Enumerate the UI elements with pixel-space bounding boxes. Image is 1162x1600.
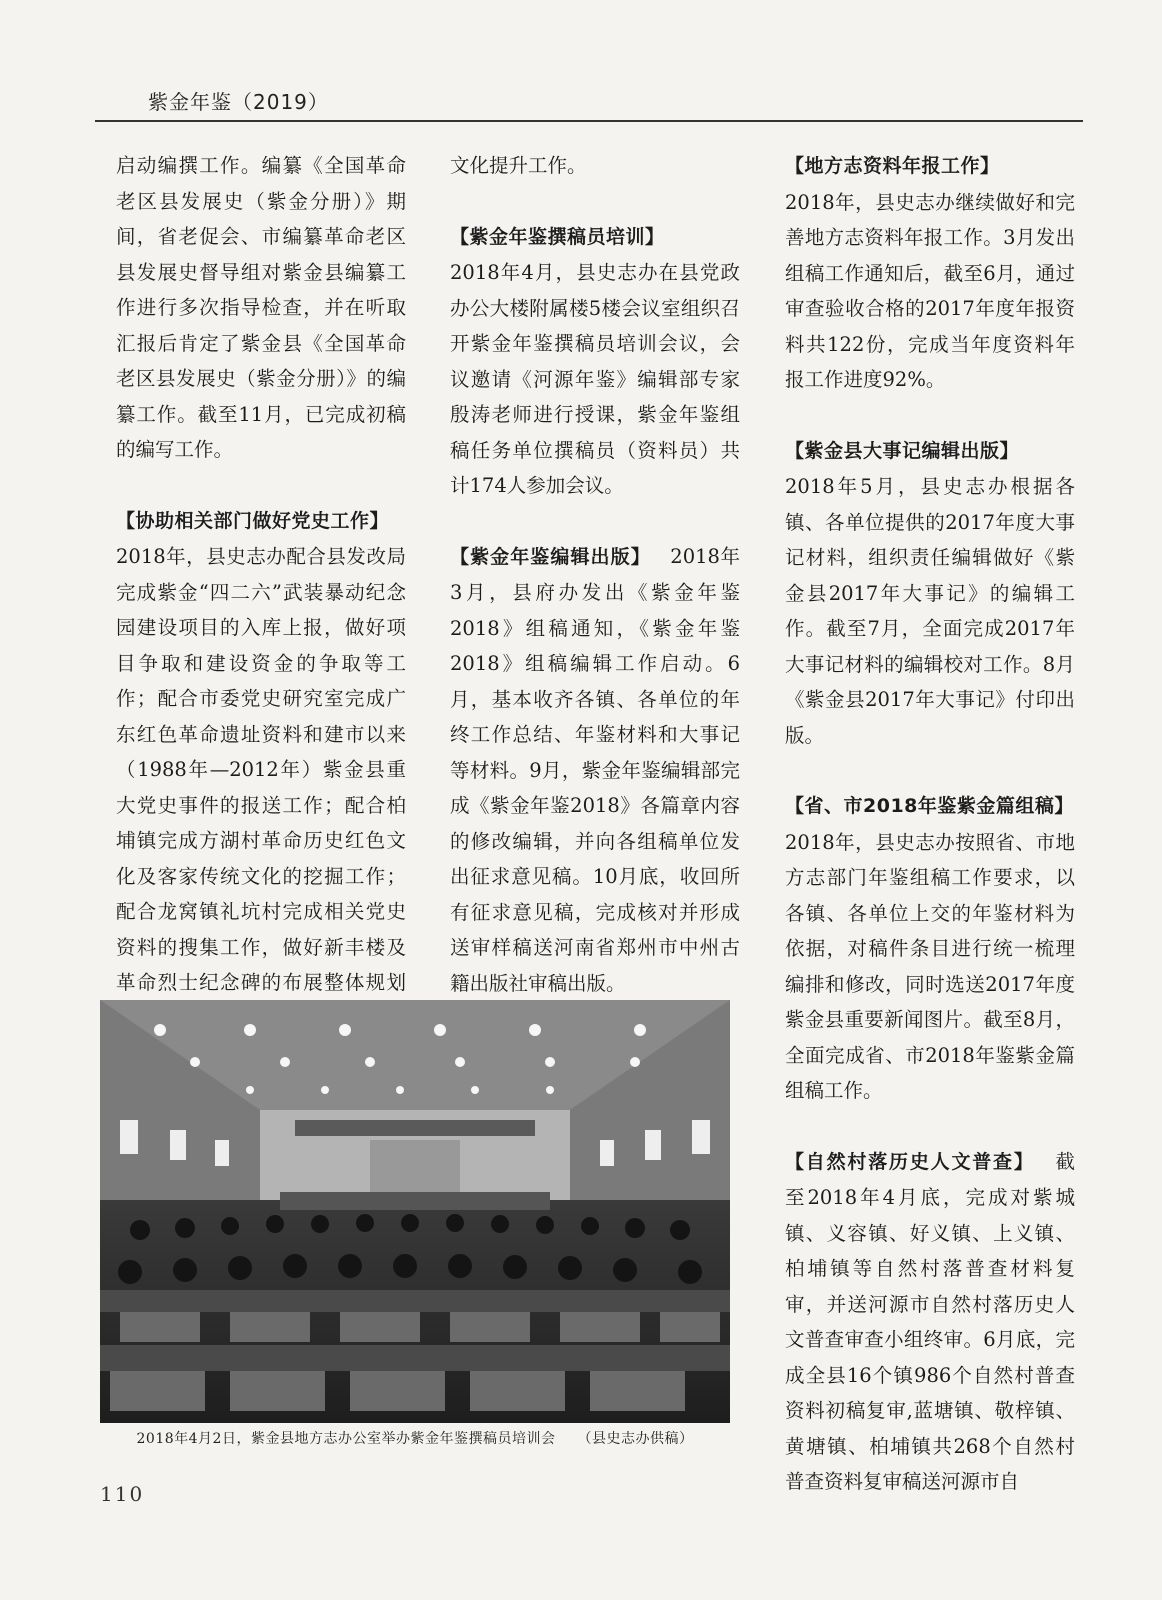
section-heading: 【地方志资料年报工作】 <box>785 155 1000 177</box>
section-body: 2018年3月，县府办发出《紫金年鉴2018》组稿通知，《紫金年鉴2018》组稿编辑工作启动。6月，基本收齐各镇、各单位的年终工作总结、年鉴材料和大事记等材料。9月，紫金年鉴编辑部完成《紫金年鉴2018》各篇章内容的修改编辑，并向各组稿单位发出征求意见稿。10月底，收回所有征求意见稿，完成核对并形成送审样稿送河南省郑州市中州古籍出版社审稿出版。 <box>450 544 740 995</box>
section-body: 2018年，县史志办按照省、市地方志部门年鉴组稿工作要求，以各镇、各单位上交的年鉴材料为依据，对稿件条目进行统一梳理编排和修改，同时选送2017年度紫金县重要新闻图片。截至8月，全面完成省、市2018年鉴紫金篇组稿工作。 <box>785 830 1075 1102</box>
section-heading: 【协助相关部门做好党史工作】 <box>116 509 390 532</box>
section-body: 2018年4月，县史志办在县党政办公大楼附属楼5楼会议室组织召开紫金年鉴撰稿员培训会议，会议邀请《河源年鉴》编辑部专家殷涛老师进行授课，紫金年鉴组稿任务单位撰稿员（资料员）共计174人参加会议。 <box>450 261 740 497</box>
section-writer-training <box>450 219 740 504</box>
page-number: 110 <box>100 1482 145 1506</box>
section-heading: 【紫金县大事记编辑出版】 <box>785 439 1020 462</box>
section-chronicle <box>785 433 1075 754</box>
section-village-survey <box>785 1144 1075 1500</box>
section-heading: 【自然村落历史人文普查】 <box>785 1150 1035 1173</box>
section-heading: 【紫金年鉴编辑出版】 <box>450 545 651 568</box>
header-rule <box>95 120 1083 122</box>
caption-text: 2018年4月2日，紫金县地方志办公室举办紫金年鉴撰稿员培训会 <box>136 1431 556 1447</box>
section-heading: 【省、市2018年鉴紫金篇组稿】 <box>785 795 1074 817</box>
section-heading: 【紫金年鉴撰稿员培训】 <box>450 225 665 248</box>
section-annual-report <box>785 148 1075 398</box>
section-body: 2018年5月，县史志办根据各镇、各单位提供的2017年度大事记材料，组织责任编辑做好《紫金县2017年大事记》的编辑工作。截至7月，全面完成2017年大事记材料的编辑校对工作。8月《紫金县2017年大事记》付印出版。 <box>785 475 1075 747</box>
section-party-history <box>116 503 406 1037</box>
running-header-title: 紫金年鉴（2019） <box>148 90 329 114</box>
text-column-2 <box>450 148 740 1001</box>
photo-credit: （县史志办供稿） <box>577 1431 694 1447</box>
meeting-photo <box>100 1000 730 1423</box>
section-yearbook-publishing <box>450 539 740 1002</box>
paragraph: 启动编撰工作。编纂《全国革命老区县发展史（紫金分册）》期间，省老促会、市编纂革命老区县发展史督导组对紫金县编纂工作进行多次指导检查，并在听取汇报后肯定了紫金县《全国革命老区县发展史（紫金分册）》的编纂工作。截至11月，已完成初稿的编写工作。 <box>116 154 406 461</box>
text-column-3 <box>785 148 1075 1500</box>
section-body: 2018年，县史志办继续做好和完善地方志资料年报工作。3月发出组稿工作通知后，截至6月，通过审查验收合格的2017年度年报资料共122份，完成当年度资料年报工作进度92%。 <box>785 190 1075 391</box>
meeting-hall-illustration <box>100 1000 730 1423</box>
section-body: 2018年，县史志办配合县发改局完成紫金“四二六”武装暴动纪念园建设项目的入库上报，做好项目争取和建设资金的争取等工作；配合市委党史研究室完成广东红色革命遗址资料和建市以来（1988年—2012年）紫金县重大党史事件的报送工作；配合柏埔镇完成方湖村革命历史红色文化及客家传统文化的挖掘工作；配合龙窝镇礼坑村完成相关党史资料的搜集工作，做好新丰楼及革命烈士纪念碑的布展整体规划 <box>116 545 406 994</box>
section-body: 截至2018年4月底，完成对紫城镇、义容镇、好义镇、上义镇、柏埔镇等自然村落普查材料复审，并送河源市自然村落历史人文普查审查小组终审。6月底，完成全县16个镇986个自然村普查资料初稿复审,蓝塘镇、敬梓镇、黄塘镇、柏埔镇共268个自然村普查资料复审稿送河源市自 <box>785 1149 1075 1493</box>
section-provincial-yearbook <box>785 788 1075 1109</box>
paragraph: 文化提升工作。 <box>450 154 587 177</box>
text-column-1 <box>116 148 406 1036</box>
photo-caption <box>100 1428 730 1448</box>
